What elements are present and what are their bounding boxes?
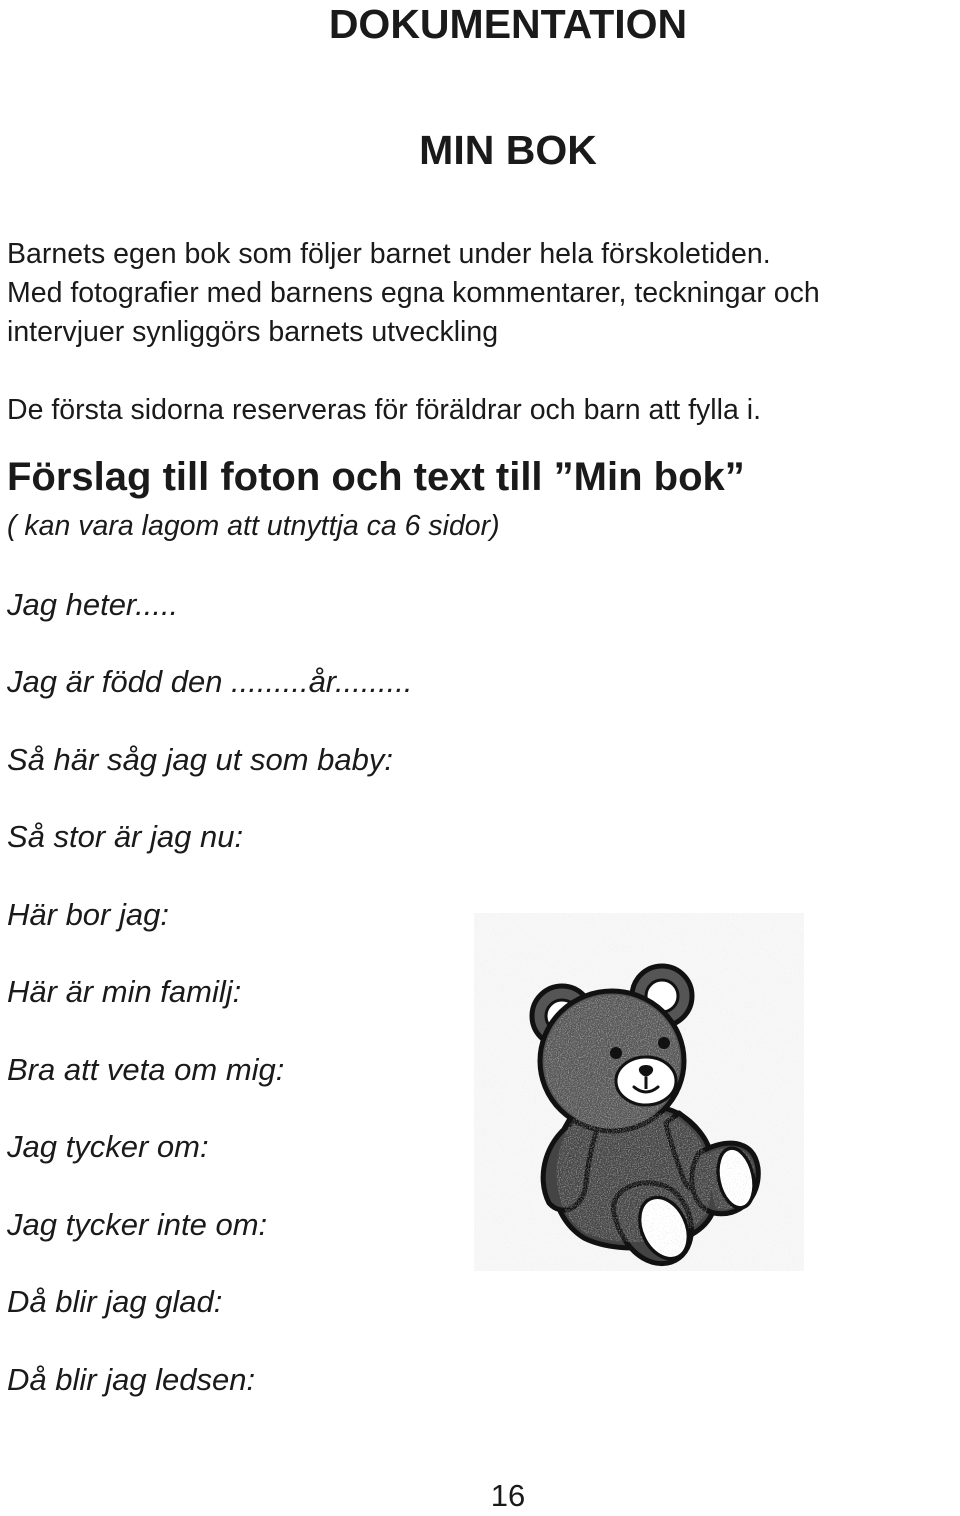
prompt-baby: Så här såg jag ut som baby: xyxy=(7,742,394,777)
intro-line: intervjuer synliggörs barnets utveckling xyxy=(7,316,499,348)
prompt-dislikes: Jag tycker inte om: xyxy=(7,1207,268,1242)
section-title: MIN BOK xyxy=(419,127,597,173)
prompt-sad: Då blir jag ledsen: xyxy=(7,1362,256,1397)
prompt-family: Här är min familj: xyxy=(7,974,242,1009)
page-title: DOKUMENTATION xyxy=(328,1,688,47)
prompt-home: Här bor jag: xyxy=(7,897,169,932)
teddy-bear-icon xyxy=(474,913,804,1271)
suggestions-heading: Förslag till foton och text till ”Min bok” xyxy=(7,455,745,499)
prompt-likes: Jag tycker om: xyxy=(7,1129,209,1164)
prompt-name: Jag heter..... xyxy=(7,587,179,622)
prompt-size: Så stor är jag nu: xyxy=(7,819,244,854)
intro-line: Barnets egen bok som följer barnet under hela förskoletiden. xyxy=(7,238,771,270)
page-number: 16 xyxy=(490,1478,526,1513)
suggestions-note: ( kan vara lagom att utnyttja ca 6 sidor) xyxy=(7,510,500,542)
prompt-born: Jag är född den .........år......... xyxy=(7,664,413,699)
reserved-note: De första sidorna reserveras för föräldrar och barn att fylla i. xyxy=(7,394,761,426)
prompt-happy: Då blir jag glad: xyxy=(7,1284,223,1319)
intro-paragraph xyxy=(7,235,820,352)
intro-line: Med fotografier med barnens egna kommentarer, teckningar och xyxy=(7,277,820,309)
prompt-about-me: Bra att veta om mig: xyxy=(7,1052,285,1087)
